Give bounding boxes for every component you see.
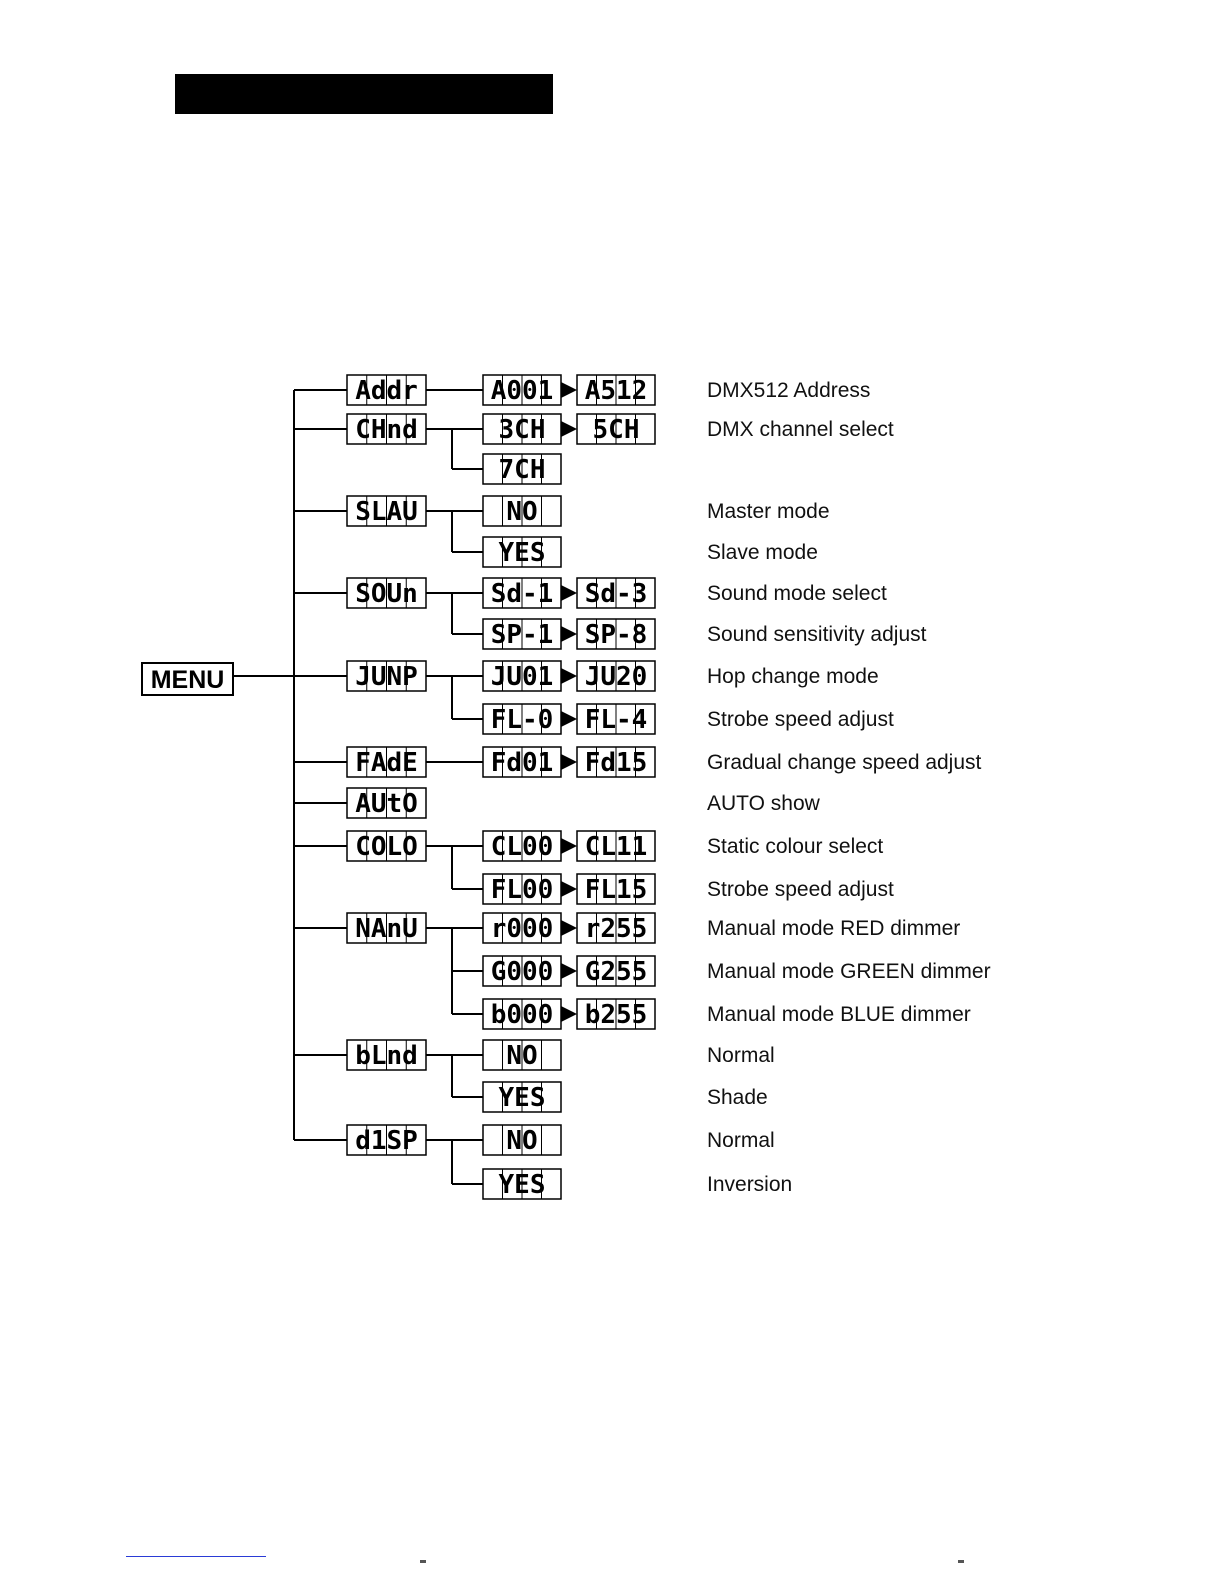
option-description: Sound sensitivity adjust <box>707 623 927 646</box>
menu-code-nanu: NAnU <box>355 914 418 944</box>
option-description: Hop change mode <box>707 665 879 688</box>
option-to-value: A512 <box>584 376 648 406</box>
footer-mark <box>420 1560 426 1563</box>
option-to-value: FL-4 <box>584 705 648 735</box>
option-description: Master mode <box>707 500 830 523</box>
option-from-value: r000 <box>490 914 554 944</box>
option-from-value: YES <box>498 538 546 568</box>
option-from-value: CL00 <box>490 832 554 862</box>
option-to-value: FL15 <box>584 875 648 905</box>
menu-code-auto: AUtO <box>355 789 418 819</box>
option-from-value: YES <box>498 1083 546 1113</box>
option-to-value: SP-8 <box>584 620 648 650</box>
option-description: Slave mode <box>707 541 818 564</box>
menu-code-chnd: CHnd <box>355 415 418 445</box>
option-to-value: Fd15 <box>584 748 648 778</box>
menu-code-colo: COLO <box>355 832 418 862</box>
option-from-value: NO <box>506 497 538 527</box>
option-from-value: 7CH <box>498 455 546 485</box>
option-description: Strobe speed adjust <box>707 878 894 901</box>
option-to-value: r255 <box>584 914 648 944</box>
menu-code-d1sp: d1SP <box>355 1126 418 1156</box>
footer-rule <box>126 1556 266 1557</box>
option-from-value: NO <box>506 1126 538 1156</box>
menu-code-slau: SLAU <box>355 497 418 527</box>
menu-code-fade: FAdE <box>355 748 418 778</box>
option-from-value: b000 <box>490 1000 554 1030</box>
menu-code-blnd: bLnd <box>355 1041 418 1071</box>
option-description: DMX512 Address <box>707 379 871 402</box>
option-description: AUTO show <box>707 792 820 815</box>
menu-label: MENU <box>150 666 225 694</box>
option-from-value: NO <box>506 1041 538 1071</box>
option-description: Manual mode GREEN dimmer <box>707 960 991 983</box>
option-to-value: CL11 <box>584 832 648 862</box>
option-from-value: 3CH <box>498 415 546 445</box>
option-to-value: JU20 <box>584 662 648 692</box>
option-description: Gradual change speed adjust <box>707 751 982 774</box>
menu-code-soun: SOUn <box>355 579 418 609</box>
option-from-value: FL00 <box>490 875 554 905</box>
option-from-value: JU01 <box>490 662 554 692</box>
option-from-value: A001 <box>490 376 554 406</box>
option-from-value: G000 <box>490 957 554 987</box>
option-from-value: FL-0 <box>490 705 554 735</box>
option-description: Shade <box>707 1086 768 1109</box>
option-to-value: Sd-3 <box>584 579 648 609</box>
option-description: Manual mode BLUE dimmer <box>707 1003 971 1026</box>
option-description: Normal <box>707 1044 775 1067</box>
option-description: Inversion <box>707 1173 793 1196</box>
option-to-value: G255 <box>584 957 648 987</box>
option-from-value: YES <box>498 1170 546 1200</box>
menu-code-addr: Addr <box>355 376 418 406</box>
menu-code-junp: JUNP <box>355 662 418 692</box>
option-to-value: b255 <box>584 1000 648 1030</box>
option-description: Sound mode select <box>707 582 887 605</box>
option-description: Normal <box>707 1129 775 1152</box>
option-to-value: 5CH <box>592 415 640 445</box>
menu-root <box>142 663 294 695</box>
option-from-value: Fd01 <box>490 748 554 778</box>
option-description: DMX channel select <box>707 418 894 441</box>
option-from-value: Sd-1 <box>490 579 554 609</box>
option-from-value: SP-1 <box>490 620 554 650</box>
option-description: Manual mode RED dimmer <box>707 917 961 940</box>
option-description: Static colour select <box>707 835 884 858</box>
option-description: Strobe speed adjust <box>707 708 894 731</box>
footer-mark <box>958 1560 964 1563</box>
